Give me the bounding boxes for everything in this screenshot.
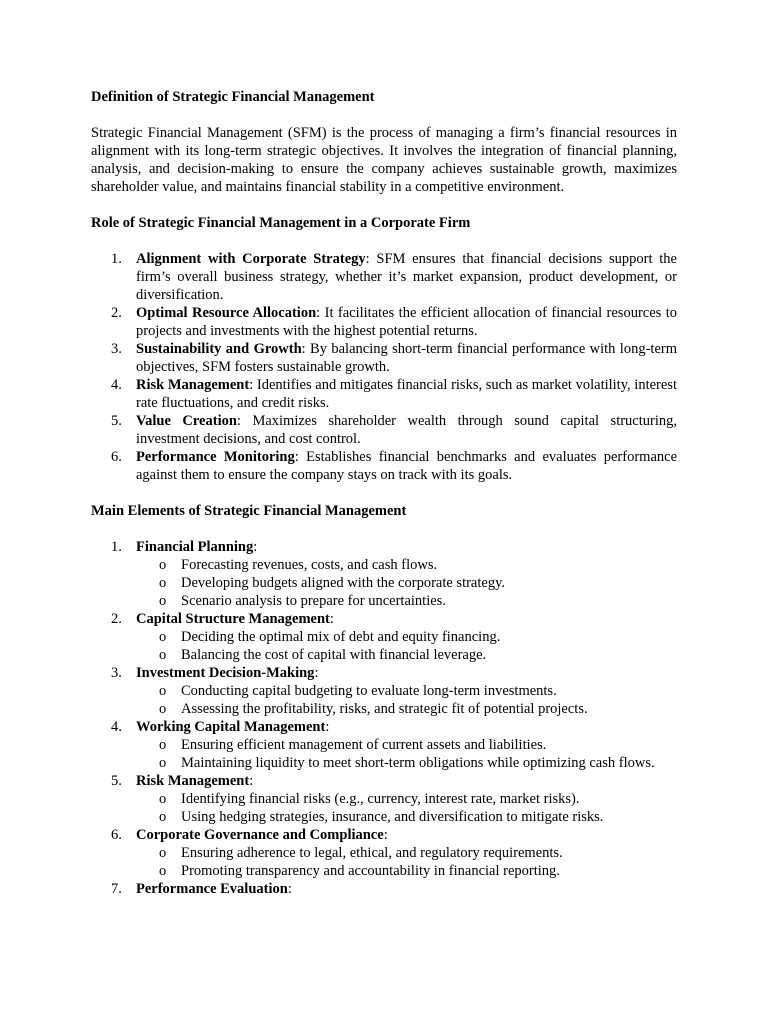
sub-item xyxy=(136,682,677,700)
role-item-number: 6. xyxy=(111,449,122,465)
element-item-title: Investment Decision-Making xyxy=(136,665,315,681)
element-item-suffix: : xyxy=(314,665,319,681)
element-item-number: 7. xyxy=(111,881,122,897)
spacer xyxy=(91,520,677,538)
element-sub-list xyxy=(136,556,677,610)
sub-item xyxy=(136,736,677,754)
element-item-suffix: : xyxy=(329,611,334,627)
role-item xyxy=(91,250,677,304)
role-item-text: : Identifies and mitigates financial risks, such as market volatility, interest rate fluctuations, and credit risks. xyxy=(136,377,677,411)
role-item-title: Risk Management xyxy=(136,377,250,393)
element-item xyxy=(91,664,677,718)
bullet-o-icon: o xyxy=(159,863,167,879)
sub-item-text: Forecasting revenues, costs, and cash flows. xyxy=(181,557,438,573)
sub-item xyxy=(136,862,677,880)
element-sub-list xyxy=(136,844,677,880)
role-item-number: 4. xyxy=(111,377,122,393)
sub-item-text: Assessing the profitability, risks, and strategic fit of potential projects. xyxy=(181,701,588,717)
sub-item-text: Ensuring efficient management of current assets and liabilities. xyxy=(181,737,547,753)
element-item-suffix: : xyxy=(287,881,292,897)
bullet-o-icon: o xyxy=(159,809,167,825)
role-item-title: Sustainability and Growth xyxy=(136,341,302,357)
sub-item-text: Using hedging strategies, insurance, and diversification to mitigate risks. xyxy=(181,809,604,825)
element-item xyxy=(91,772,677,826)
sub-item-text: Identifying financial risks (e.g., currency, interest rate, market risks). xyxy=(181,791,580,807)
element-item-title: Working Capital Management xyxy=(136,719,326,735)
sub-item xyxy=(136,556,677,574)
sub-item xyxy=(136,646,677,664)
bullet-o-icon: o xyxy=(159,593,167,609)
sub-item-text: Scenario analysis to prepare for uncertainties. xyxy=(181,593,446,609)
element-item-suffix: : xyxy=(383,827,388,843)
role-item-text: : Establishes financial benchmarks and evaluates performance against them to ensure the company stays on track with its goals. xyxy=(136,449,677,483)
role-item-text: : SFM ensures that financial decisions support the firm’s overall business strategy, whether it’s market expansion, product development, or diversification. xyxy=(136,251,677,303)
heading-definition: Definition of Strategic Financial Management xyxy=(91,89,375,105)
bullet-o-icon: o xyxy=(159,575,167,591)
role-item-number: 1. xyxy=(111,251,122,267)
sub-item-text: Deciding the optimal mix of debt and equity financing. xyxy=(181,629,501,645)
bullet-o-icon: o xyxy=(159,755,167,771)
element-item-title: Financial Planning xyxy=(136,539,254,555)
heading-elements: Main Elements of Strategic Financial Management xyxy=(91,503,407,519)
element-item-number: 2. xyxy=(111,611,122,627)
spacer xyxy=(91,196,677,214)
element-item-title: Capital Structure Management xyxy=(136,611,330,627)
role-item xyxy=(91,376,677,412)
element-item xyxy=(91,610,677,664)
role-item xyxy=(91,304,677,340)
role-item-number: 5. xyxy=(111,413,122,429)
sub-item xyxy=(136,700,677,718)
element-item-title: Corporate Governance and Compliance xyxy=(136,827,384,843)
role-item xyxy=(91,412,677,448)
role-item xyxy=(91,448,677,484)
role-item-text: : Maximizes shareholder wealth through sound capital structuring, investment decisions, and cost control. xyxy=(136,413,677,447)
sub-item-text: Ensuring adherence to legal, ethical, and regulatory requirements. xyxy=(181,845,563,861)
bullet-o-icon: o xyxy=(159,647,167,663)
element-sub-list xyxy=(136,790,677,826)
bullet-o-icon: o xyxy=(159,737,167,753)
element-item-number: 1. xyxy=(111,539,122,555)
sub-item xyxy=(136,574,677,592)
heading-role: Role of Strategic Financial Management in a Corporate Firm xyxy=(91,215,471,231)
role-item-title: Value Creation xyxy=(136,413,237,429)
element-item-number: 5. xyxy=(111,773,122,789)
sub-item xyxy=(136,592,677,610)
element-item-number: 6. xyxy=(111,827,122,843)
role-item-text: : It facilitates the efficient allocation of financial resources to projects and investments with the highest potential returns. xyxy=(136,305,677,339)
role-item-text: : By balancing short-term financial performance with long-term objectives, SFM fosters sustainable growth. xyxy=(136,341,677,375)
bullet-o-icon: o xyxy=(159,683,167,699)
element-item-title: Risk Management xyxy=(136,773,250,789)
role-list xyxy=(91,250,677,484)
element-item xyxy=(91,880,677,898)
spacer xyxy=(91,484,677,502)
element-item-suffix: : xyxy=(325,719,330,735)
sub-item-text: Balancing the cost of capital with financial leverage. xyxy=(181,647,487,663)
element-item-number: 3. xyxy=(111,665,122,681)
sub-item xyxy=(136,790,677,808)
element-item xyxy=(91,718,677,772)
sub-item-text: Developing budgets aligned with the corporate strategy. xyxy=(181,575,506,591)
element-sub-list xyxy=(136,628,677,664)
spacer xyxy=(91,232,677,250)
role-item-number: 3. xyxy=(111,341,122,357)
role-item-title: Alignment with Corporate Strategy xyxy=(136,251,366,267)
element-item-suffix: : xyxy=(249,773,254,789)
element-item-title: Performance Evaluation xyxy=(136,881,288,897)
bullet-o-icon: o xyxy=(159,845,167,861)
element-sub-list xyxy=(136,682,677,718)
role-item xyxy=(91,340,677,376)
element-item-suffix: : xyxy=(253,539,258,555)
sub-item-text: Promoting transparency and accountability in financial reporting. xyxy=(181,863,560,879)
sub-item-text: Maintaining liquidity to meet short-term obligations while optimizing cash flows. xyxy=(181,755,655,771)
element-item-number: 4. xyxy=(111,719,122,735)
bullet-o-icon: o xyxy=(159,557,167,573)
element-item xyxy=(91,538,677,610)
bullet-o-icon: o xyxy=(159,629,167,645)
sub-item xyxy=(136,628,677,646)
document-page xyxy=(91,88,677,898)
bullet-o-icon: o xyxy=(159,791,167,807)
sub-item xyxy=(136,844,677,862)
definition-paragraph: Strategic Financial Management (SFM) is the process of managing a firm’s financial resources in alignment with its long-term strategic objectives. It involves the integration of financial planning, analysis, and decision-making to ensure the company achieves sustainable growth, maximizes shareholder value, and maintains financial stability in a competitive environment. xyxy=(91,125,677,195)
role-item-title: Performance Monitoring xyxy=(136,449,295,465)
element-item xyxy=(91,826,677,880)
sub-item-text: Conducting capital budgeting to evaluate long-term investments. xyxy=(181,683,557,699)
bullet-o-icon: o xyxy=(159,701,167,717)
spacer xyxy=(91,106,677,124)
sub-item xyxy=(136,808,677,826)
role-item-number: 2. xyxy=(111,305,122,321)
sub-item xyxy=(136,754,677,772)
elements-list xyxy=(91,538,677,898)
element-sub-list xyxy=(136,736,677,772)
role-item-title: Optimal Resource Allocation xyxy=(136,305,317,321)
